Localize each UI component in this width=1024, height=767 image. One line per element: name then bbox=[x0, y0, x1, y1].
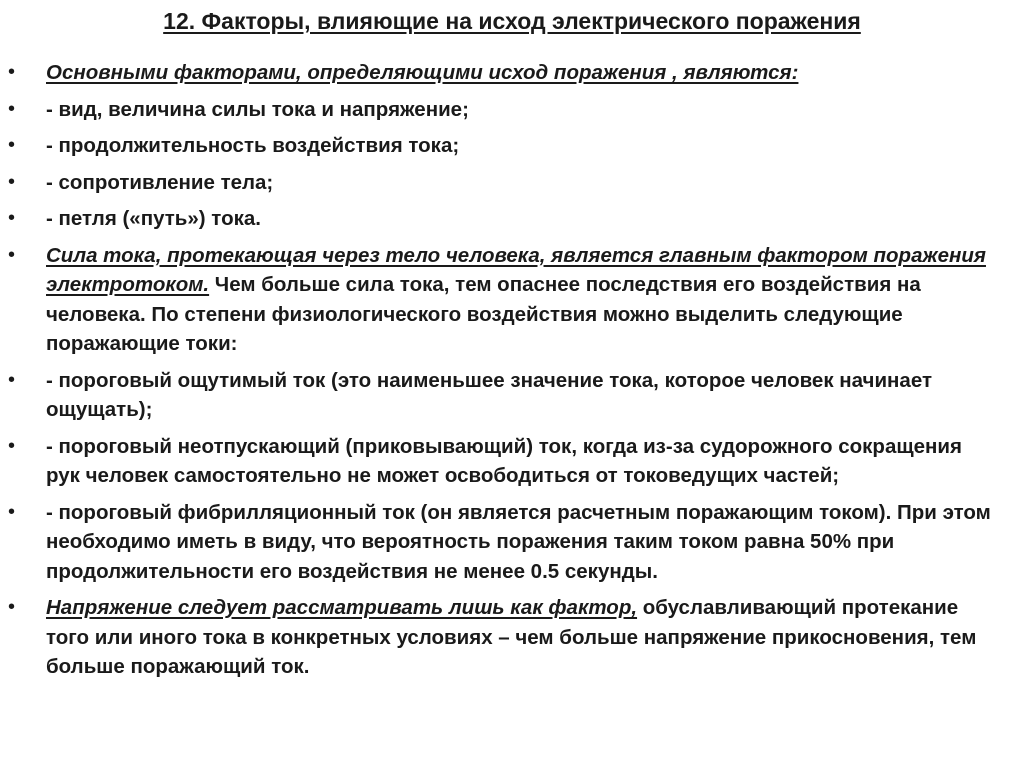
bullet-emphasis: Основными факторами, определяющими исход поражения , являются: bbox=[46, 61, 799, 84]
slide-title-text: 12. Факторы, влияющие на исход электрического поражения bbox=[163, 8, 861, 34]
bullet-item-7 bbox=[0, 432, 1000, 491]
bullet-item-5 bbox=[0, 241, 1000, 359]
bullet-text: - продолжительность воздействия тока; bbox=[46, 134, 460, 157]
bullet-item-3 bbox=[0, 168, 1000, 198]
bullet-dot-icon: • bbox=[8, 243, 16, 266]
bullet-dot-icon: • bbox=[8, 61, 16, 83]
bullet-dot-icon: • bbox=[8, 596, 16, 618]
bullet-emphasis: Напряжение следует рассматривать лишь как фактор, bbox=[46, 596, 638, 619]
bullet-dot-icon: • bbox=[8, 207, 16, 229]
bullet-emphasis: Сила тока, протекающая через тело человека, является главным фактором поражения электротоком. bbox=[46, 243, 986, 296]
bullet-text: - вид, величина силы тока и напряжение; bbox=[46, 97, 469, 121]
bullet-item-8 bbox=[0, 498, 1000, 587]
bullet-item-9 bbox=[0, 593, 1000, 682]
bullet-item-0 bbox=[0, 58, 1000, 88]
bullet-text: - петля («путь») тока. bbox=[46, 207, 261, 230]
bullet-dot-icon: • bbox=[8, 170, 16, 193]
bullet-item-2 bbox=[0, 131, 1000, 161]
slide-title bbox=[0, 6, 1024, 36]
bullet-item-6 bbox=[0, 366, 1000, 425]
bullet-item-4 bbox=[0, 204, 1000, 234]
bullet-text: - пороговый ощутимый ток (это наименьшее значение тока, которое человек начинает ощущать); bbox=[46, 368, 933, 421]
bullet-dot-icon: • bbox=[8, 500, 16, 523]
bullet-dot-icon: • bbox=[8, 368, 16, 391]
bullet-dot-icon: • bbox=[8, 97, 16, 120]
bullet-dot-icon: • bbox=[8, 434, 16, 457]
bullet-text: обуславливающий протекание того или иного тока в конкретных условиях – чем больше напряжение прикосновения, тем больше поражающий ток. bbox=[46, 596, 977, 678]
bullet-list bbox=[0, 58, 1000, 689]
bullet-item-1 bbox=[0, 95, 1000, 125]
bullet-text: - пороговый фибрилляционный ток (он является расчетным поражающим током). При этом необходимо иметь в виду, что вероятность поражения таким током равна 50% при продолжительности его воздействия не менее 0.5 секунды. bbox=[46, 500, 991, 583]
bullet-text: - сопротивление тела; bbox=[46, 170, 274, 194]
bullet-text: - пороговый неотпускающий (приковывающий) ток, когда из-за судорожного сокращения рук человек самостоятельно не может освободиться от токоведущих частей; bbox=[46, 434, 962, 487]
bullet-text: Чем больше сила тока, тем опаснее последствия его воздействия на человека. По степени физиологического воздействия можно выделить следующие поражающие токи: bbox=[46, 273, 921, 355]
bullet-dot-icon: • bbox=[8, 134, 16, 156]
